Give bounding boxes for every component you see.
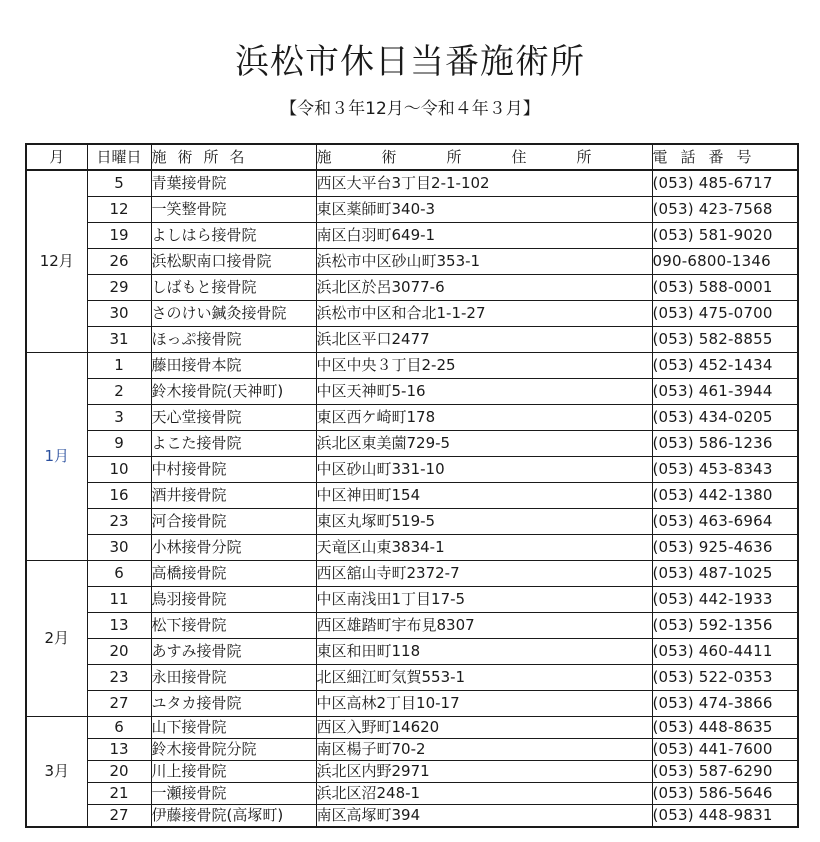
table-row (26, 761, 798, 783)
clinic-address-cell: 中区天神町5-16 (316, 379, 652, 405)
clinic-address-cell: 浜北区東美薗729-5 (316, 431, 652, 457)
clinic-address-cell: 中区南浅田1丁目17-5 (316, 587, 652, 613)
phone-cell: (053) 487-1025 (652, 561, 798, 587)
day-cell: 30 (87, 301, 151, 327)
phone-cell: (053) 586-1236 (652, 431, 798, 457)
phone-cell: (053) 463-6964 (652, 509, 798, 535)
clinic-name-cell: 伊藤接骨院(高塚町) (151, 805, 316, 828)
phone-cell: (053) 582-8855 (652, 327, 798, 353)
table-row (26, 613, 798, 639)
phone-cell: (053) 448-8635 (652, 717, 798, 739)
clinic-name-cell: よこた接骨院 (151, 431, 316, 457)
table-row (26, 327, 798, 353)
table-row (26, 405, 798, 431)
day-cell: 3 (87, 405, 151, 431)
clinic-name-cell: 鳥羽接骨院 (151, 587, 316, 613)
phone-cell: (053) 423-7568 (652, 197, 798, 223)
month-label: 12月 (26, 170, 87, 353)
table-row (26, 805, 798, 828)
table-row (26, 691, 798, 717)
clinic-name-cell: 天心堂接骨院 (151, 405, 316, 431)
clinic-name-cell: 松下接骨院 (151, 613, 316, 639)
phone-cell: (053) 452-1434 (652, 353, 798, 379)
month-label: 3月 (26, 717, 87, 828)
table-row (26, 587, 798, 613)
phone-cell: (053) 588-0001 (652, 275, 798, 301)
table-row (26, 170, 798, 197)
holiday-schedule-table (25, 143, 799, 828)
phone-cell: 090-6800-1346 (652, 249, 798, 275)
schedule-body (26, 170, 798, 827)
day-cell: 2 (87, 379, 151, 405)
period-subtitle: 【令和３年12月～令和４年３月】 (280, 99, 540, 119)
phone-cell: (053) 461-3944 (652, 379, 798, 405)
clinic-name-cell: ほっぷ接骨院 (151, 327, 316, 353)
clinic-name-cell: 山下接骨院 (151, 717, 316, 739)
clinic-address-cell: 中区高林2丁目10-17 (316, 691, 652, 717)
day-cell: 1 (87, 353, 151, 379)
day-cell: 27 (87, 691, 151, 717)
phone-cell: (053) 522-0353 (652, 665, 798, 691)
clinic-name-cell: 藤田接骨本院 (151, 353, 316, 379)
clinic-name-cell: 永田接骨院 (151, 665, 316, 691)
clinic-address-cell: 東区和田町118 (316, 639, 652, 665)
clinic-address-cell: 西区入野町14620 (316, 717, 652, 739)
table-row (26, 431, 798, 457)
header-clinic-name: 施術所名 (151, 144, 316, 170)
day-cell: 11 (87, 587, 151, 613)
clinic-name-cell: 一瀬接骨院 (151, 783, 316, 805)
clinic-address-cell: 浜松市中区和合北1-1-27 (316, 301, 652, 327)
table-row (26, 249, 798, 275)
day-cell: 6 (87, 561, 151, 587)
table-row (26, 717, 798, 739)
phone-cell: (053) 475-0700 (652, 301, 798, 327)
clinic-name-cell: 小林接骨分院 (151, 535, 316, 561)
clinic-address-cell: 西区大平台3丁目2-1-102 (316, 170, 652, 197)
header-row (26, 144, 798, 170)
phone-cell: (053) 442-1933 (652, 587, 798, 613)
table-row (26, 739, 798, 761)
table-row (26, 665, 798, 691)
day-cell: 9 (87, 431, 151, 457)
header-phone: 電話番号 (652, 144, 798, 170)
month-label: 1月 (26, 353, 87, 561)
table-row (26, 483, 798, 509)
header-month: 月 (26, 144, 87, 170)
day-cell: 27 (87, 805, 151, 828)
day-cell: 20 (87, 639, 151, 665)
day-cell: 12 (87, 197, 151, 223)
phone-cell: (053) 474-3866 (652, 691, 798, 717)
clinic-address-cell: 浜北区於呂3077-6 (316, 275, 652, 301)
clinic-address-cell: 浜松市中区砂山町353-1 (316, 249, 652, 275)
table-row (26, 197, 798, 223)
phone-cell: (053) 453-8343 (652, 457, 798, 483)
table-row (26, 275, 798, 301)
day-cell: 31 (87, 327, 151, 353)
header-day: 日曜日 (87, 144, 151, 170)
phone-cell: (053) 442-1380 (652, 483, 798, 509)
clinic-address-cell: 西区雄踏町宇布見8307 (316, 613, 652, 639)
day-cell: 13 (87, 739, 151, 761)
phone-cell: (053) 587-6290 (652, 761, 798, 783)
table-row (26, 535, 798, 561)
clinic-address-cell: 東区丸塚町519-5 (316, 509, 652, 535)
table-row (26, 783, 798, 805)
clinic-name-cell: 鈴木接骨院分院 (151, 739, 316, 761)
day-cell: 10 (87, 457, 151, 483)
phone-cell: (053) 441-7600 (652, 739, 798, 761)
day-cell: 13 (87, 613, 151, 639)
phone-cell: (053) 925-4636 (652, 535, 798, 561)
clinic-name-cell: 高橋接骨院 (151, 561, 316, 587)
phone-cell: (053) 460-4411 (652, 639, 798, 665)
clinic-address-cell: 西区舘山寺町2372-7 (316, 561, 652, 587)
phone-cell: (053) 448-9831 (652, 805, 798, 828)
day-cell: 23 (87, 509, 151, 535)
day-cell: 21 (87, 783, 151, 805)
phone-cell: (053) 485-6717 (652, 170, 798, 197)
day-cell: 16 (87, 483, 151, 509)
clinic-address-cell: 天竜区山東3834-1 (316, 535, 652, 561)
clinic-name-cell: 河合接骨院 (151, 509, 316, 535)
clinic-name-cell: 一笑整骨院 (151, 197, 316, 223)
table-row (26, 223, 798, 249)
day-cell: 6 (87, 717, 151, 739)
table-row (26, 457, 798, 483)
clinic-address-cell: 浜北区内野2971 (316, 761, 652, 783)
month-label: 2月 (26, 561, 87, 717)
clinic-name-cell: しばもと接骨院 (151, 275, 316, 301)
day-cell: 29 (87, 275, 151, 301)
clinic-name-cell: よしはら接骨院 (151, 223, 316, 249)
phone-cell: (053) 581-9020 (652, 223, 798, 249)
clinic-name-cell: さのけい鍼灸接骨院 (151, 301, 316, 327)
clinic-name-cell: 浜松駅南口接骨院 (151, 249, 316, 275)
clinic-address-cell: 北区細江町気賀553-1 (316, 665, 652, 691)
day-cell: 23 (87, 665, 151, 691)
clinic-name-cell: 青葉接骨院 (151, 170, 316, 197)
phone-cell: (053) 586-5646 (652, 783, 798, 805)
phone-cell: (053) 592-1356 (652, 613, 798, 639)
day-cell: 20 (87, 761, 151, 783)
table-row (26, 301, 798, 327)
clinic-name-cell: 中村接骨院 (151, 457, 316, 483)
clinic-address-cell: 南区高塚町394 (316, 805, 652, 828)
clinic-address-cell: 中区砂山町331-10 (316, 457, 652, 483)
day-cell: 5 (87, 170, 151, 197)
table-row (26, 561, 798, 587)
clinic-address-cell: 南区楊子町70-2 (316, 739, 652, 761)
table-row (26, 639, 798, 665)
clinic-name-cell: あすみ接骨院 (151, 639, 316, 665)
table-row (26, 509, 798, 535)
clinic-name-cell: 鈴木接骨院(天神町) (151, 379, 316, 405)
clinic-address-cell: 中区中央３丁目2-25 (316, 353, 652, 379)
clinic-name-cell: ユタカ接骨院 (151, 691, 316, 717)
clinic-address-cell: 東区薬師町340-3 (316, 197, 652, 223)
clinic-address-cell: 浜北区平口2477 (316, 327, 652, 353)
page-title: 浜松市休日当番施術所 (235, 42, 585, 82)
table-row (26, 353, 798, 379)
clinic-name-cell: 川上接骨院 (151, 761, 316, 783)
day-cell: 30 (87, 535, 151, 561)
day-cell: 26 (87, 249, 151, 275)
clinic-name-cell: 酒井接骨院 (151, 483, 316, 509)
clinic-address-cell: 中区神田町154 (316, 483, 652, 509)
header-clinic-address: 施術所住所 (316, 144, 652, 170)
day-cell: 19 (87, 223, 151, 249)
table-row (26, 379, 798, 405)
clinic-address-cell: 浜北区沼248-1 (316, 783, 652, 805)
clinic-address-cell: 東区西ケ崎町178 (316, 405, 652, 431)
phone-cell: (053) 434-0205 (652, 405, 798, 431)
clinic-address-cell: 南区白羽町649-1 (316, 223, 652, 249)
